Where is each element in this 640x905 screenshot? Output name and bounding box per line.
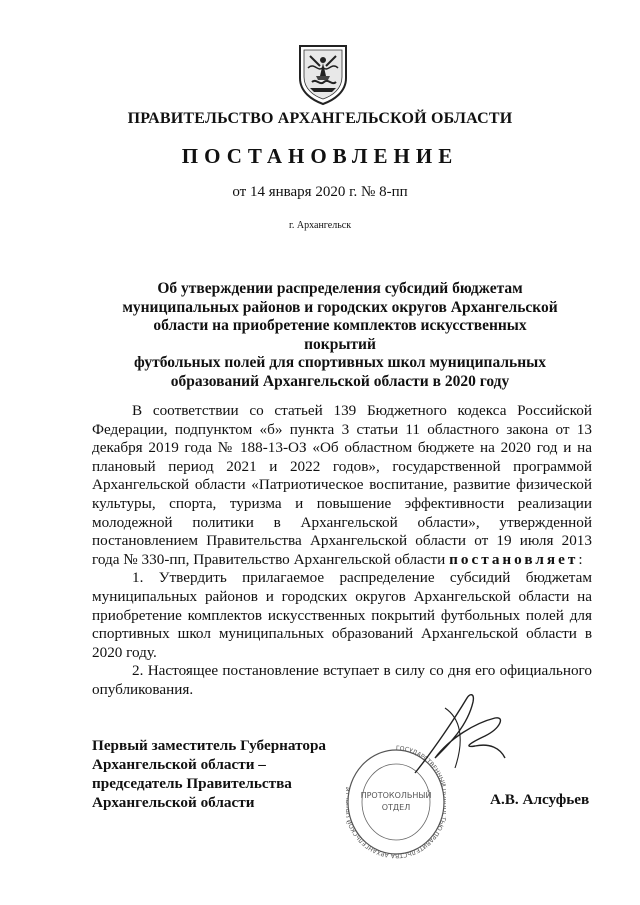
svg-text:ГОСУДАРСТВЕННЫЙ ПОЛНОСТЬЮ ПРАВ: ГОСУДАРСТВЕННЫЙ ЬЮ ПРАВИТЕЛЬСТВА АРХАНГЕЛЬСКОЙ <box>346 744 446 860</box>
signer-name: А.В. Алсуфьев <box>490 791 590 808</box>
signer-position-line: председатель Правительства <box>92 775 292 792</box>
signer-position-line: Первый заместитель Губернатора <box>92 737 326 754</box>
title-line: Об утверждении распределения субсидий бюджетам <box>157 280 523 297</box>
title-line: футбольных полей для спортивных школ муниципальных <box>134 354 546 372</box>
svg-text:ОТДЕЛ: ОТДЕЛ <box>381 803 411 812</box>
item-2-paragraph: 2. Настоящее постановление вступает в силу со дня его официального опубликования. <box>92 662 592 698</box>
preamble-paragraph <box>92 402 592 569</box>
organization-name: ПРАВИТЕЛЬСТВО АРХАНГЕЛЬСКОЙ ОБЛАСТИ <box>127 110 513 127</box>
document-date-number: от 14 января 2020 г. № 8-пп <box>232 184 408 200</box>
handwritten-signature <box>405 688 515 778</box>
decree-tail: : <box>578 550 583 568</box>
svg-text:ПРОТОКОЛЬНЫЙ: ПРОТОКОЛЬНЫЙ <box>360 791 432 800</box>
title-line: муниципальных районов и городских округов Архангельской <box>122 298 558 316</box>
signer-position <box>92 736 326 812</box>
title-line: области на приобретение комплектов искусственных покрытий <box>153 317 527 353</box>
document-body <box>92 402 592 700</box>
document-city: г. Архангельск <box>288 220 352 231</box>
coat-of-arms-icon <box>296 42 350 106</box>
signer-position-line: Архангельской области <box>92 794 255 811</box>
document-title <box>118 280 562 392</box>
item-1-paragraph: 1. Утвердить прилагаемое распределение субсидий бюджетам муниципальных районов и городских округов Архангельской области на приобретение комплектов искусственных покрытий футбольных полей для спортивных школ муниципальных образований Архангельской области в 2020 году. <box>92 569 592 661</box>
decree-word: постановляет <box>449 550 579 568</box>
title-line: образований Архангельской области в 2020 году <box>170 372 510 390</box>
document-type: ПОСТАНОВЛЕНИЕ <box>181 144 459 168</box>
preamble-text: В соответствии со статьей 139 Бюджетного кодекса Российской Федерации, подпунктом «б» пункта 3 статьи 11 областного закона от 13 декабря 2019 года № 188-13-ОЗ «Об областном бюджете на 2020 год и на плановый период 2021 и 2022 годов», государственной программой Архангельской области «Патриотическое воспитание, развитие физической культуры, спорта, туризма и повышение эффективности реализации молодежной политики в Архангельской области», утвержденной постановлением Правительства Архангельской области от 19 июля 2013 года № 330-пп, Правительство Архангельской области <box>92 402 592 568</box>
signer-position-line: Архангельской области – <box>92 756 266 773</box>
